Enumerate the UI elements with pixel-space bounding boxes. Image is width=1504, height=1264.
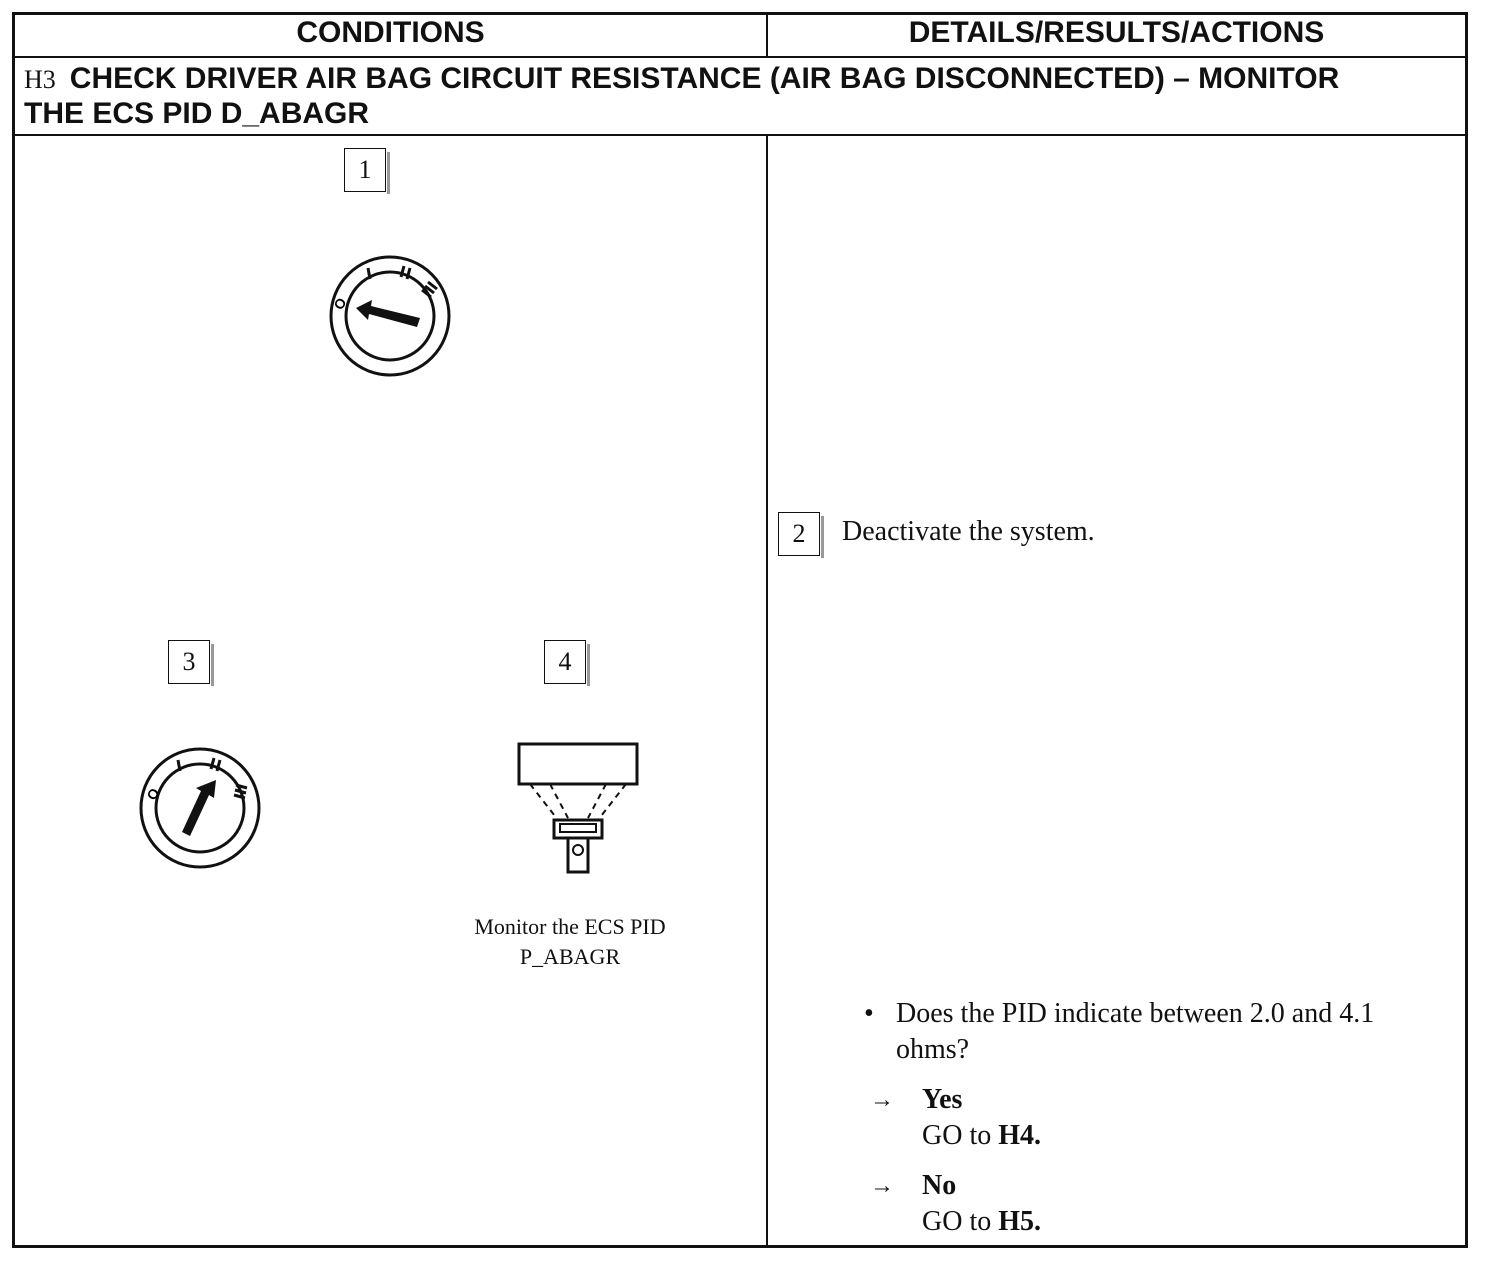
goto-target-h5: H5. xyxy=(998,1206,1042,1237)
scan-tool-icon xyxy=(516,742,640,876)
arrow-right-icon: → xyxy=(870,1173,894,1199)
step-code: H3 xyxy=(24,65,56,94)
result-yes-goto xyxy=(922,1118,1041,1154)
question-text: Does the PID indicate between 2.0 and 4.1 ohms? xyxy=(896,998,1375,1065)
conditions-header: CONDITIONS xyxy=(296,16,485,49)
step-title-line1: CHECK DRIVER AIR BAG CIRCUIT RESISTANCE (AIR BAG DISCONNECTED) – MONITOR xyxy=(69,62,1340,95)
question xyxy=(864,996,1424,1068)
step-number-1: 1 xyxy=(344,148,386,192)
goto-prefix: GO to xyxy=(922,1120,992,1151)
svg-text:O: O xyxy=(143,785,163,803)
step-number-4: 4 xyxy=(544,640,586,684)
caption-line1: Monitor the ECS PID xyxy=(474,914,666,939)
ignition-switch-run-icon xyxy=(138,746,262,870)
goto-target-h4: H4. xyxy=(998,1120,1042,1151)
column-divider xyxy=(766,134,768,1248)
step-title-line2: THE ECS PID D_ABAGR xyxy=(24,97,370,130)
step-number-2: 2 xyxy=(778,512,820,556)
goto-prefix: GO to xyxy=(922,1206,992,1237)
ignition-switch-off-icon xyxy=(328,254,452,378)
result-no-label: No xyxy=(922,1170,957,1201)
step-title xyxy=(24,62,1444,131)
title-divider xyxy=(12,134,1468,136)
step-number-3: 3 xyxy=(168,640,210,684)
action-text: Deactivate the system. xyxy=(842,516,1095,547)
arrow-right-icon: → xyxy=(870,1087,894,1113)
header-divider xyxy=(12,56,1468,58)
result-no-goto xyxy=(922,1204,1041,1240)
caption-line2: P_ABAGR xyxy=(519,944,621,969)
result-yes xyxy=(870,1082,1041,1154)
bullet-icon: • xyxy=(864,998,874,1029)
result-no xyxy=(870,1168,1041,1240)
result-yes-label: Yes xyxy=(922,1084,963,1115)
svg-text:O: O xyxy=(330,294,350,313)
scan-tool-caption xyxy=(440,912,700,972)
details-header: DETAILS/RESULTS/ACTIONS xyxy=(908,16,1325,49)
